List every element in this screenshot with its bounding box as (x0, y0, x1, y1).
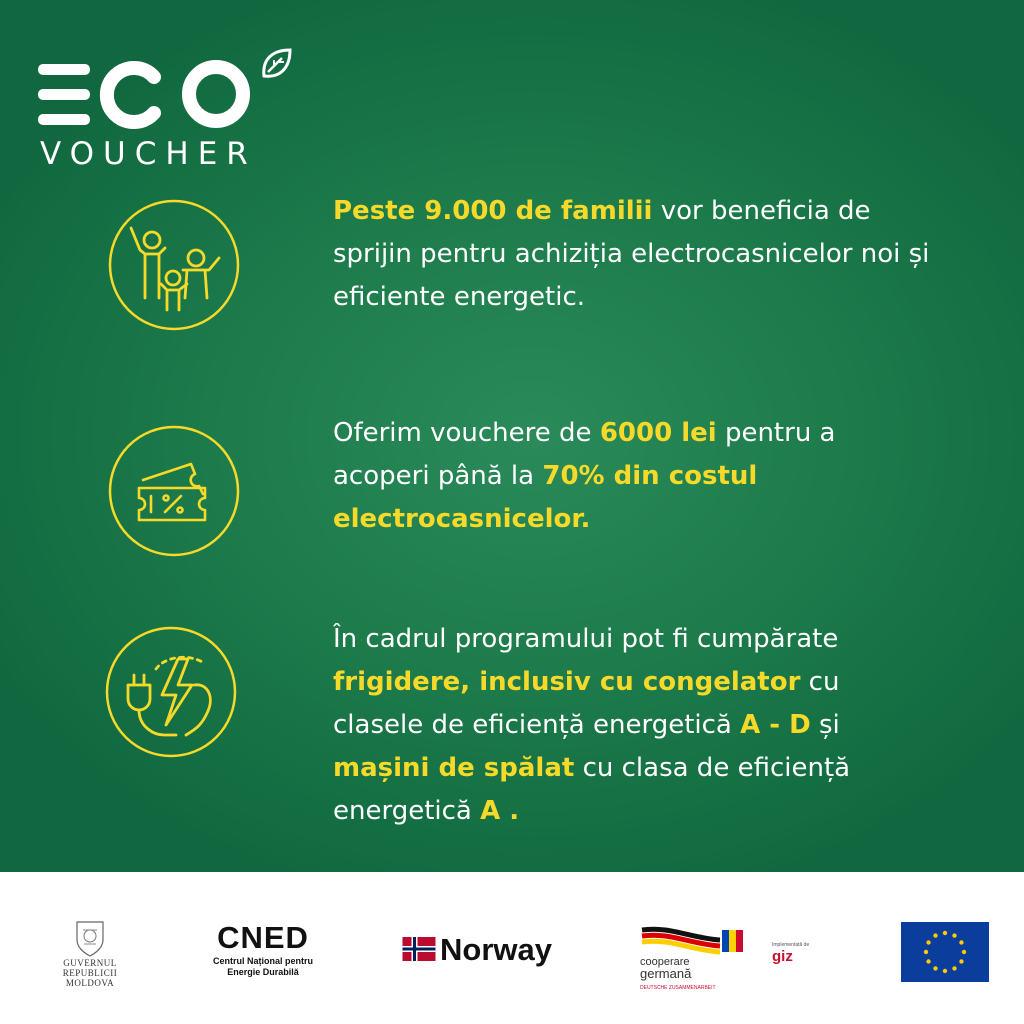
partners-footer (0, 872, 1024, 1024)
germany-moldova-ribbon-icon (640, 924, 744, 956)
leaf-icon (256, 44, 296, 84)
paragraph-families (333, 190, 933, 319)
norway-flag-icon (402, 937, 436, 961)
coop-line3: DEUTSCHE ZUSAMMENARBEIT (640, 985, 716, 991)
highlight-fridges: frigidere, inclusiv cu congelator (333, 667, 801, 697)
eco-wordmark (36, 44, 266, 134)
cned-logo (208, 920, 318, 978)
highlight-class-a: A . (480, 796, 520, 826)
norway-logo (402, 932, 572, 972)
eu-star (926, 959, 930, 963)
family-icon (107, 198, 241, 332)
eu-star (933, 966, 937, 970)
moldova-coat-of-arms-icon (73, 918, 107, 958)
eu-star (959, 940, 963, 944)
eu-star (952, 933, 956, 937)
voucher-percent-icon (107, 424, 241, 558)
energy-plug-icon (104, 625, 238, 759)
text-voucher-2: pentru a acoperi până la (333, 418, 836, 491)
eu-star (926, 940, 930, 944)
eu-star (933, 933, 937, 937)
eco-text: ECO (36, 44, 39, 45)
text-program-1: În cadrul programului pot fi cumpărate (333, 624, 839, 654)
paragraph-voucher (333, 412, 933, 541)
cned-name: CNED (217, 920, 309, 955)
coop-line2: germană (640, 966, 692, 981)
voucher-text: VOUCHER (40, 136, 257, 172)
eu-star (952, 966, 956, 970)
giz-logo (772, 942, 842, 982)
eu-star (959, 959, 963, 963)
giz-caption: Implementată de (772, 942, 810, 948)
text-program-4: cu clasa de eficiență energetică (333, 753, 851, 826)
highlight-families: Peste 9.000 de familii (333, 196, 653, 226)
paragraph-program (333, 618, 933, 833)
text-families-rest: vor beneficia de sprijin pentru achiziția electrocasnicelor noi și eficiente energetic. (333, 196, 930, 312)
guvernul-line1: GUVERNUL (63, 958, 117, 968)
eu-star (943, 931, 947, 935)
cned-sub-line2: Energie Durabilă (227, 967, 299, 977)
cooperare-germana-logo (640, 924, 750, 991)
eco-voucher-logo (36, 44, 296, 174)
cned-sub-line1: Centrul Național pentru (212, 956, 313, 966)
coop-line1: cooperare (640, 956, 690, 968)
eu-star (962, 950, 966, 954)
norway-text: Norway (440, 932, 552, 967)
highlight-percent: 70% din costul electrocasnicelor. (333, 461, 758, 534)
eu-flag-icon (901, 922, 989, 982)
highlight-amount: 6000 lei (599, 418, 717, 448)
highlight-class-ad: A - D (740, 710, 811, 740)
text-program-2: cu clasele de eficiență energetică (333, 667, 840, 740)
guvernul-line2: REPUBLICII MOLDOVA (62, 968, 118, 988)
text-program-3: și (810, 710, 840, 740)
text-voucher-1: Oferim vouchere de (333, 418, 600, 448)
guvernul-logo (40, 918, 140, 988)
eu-star (943, 969, 947, 973)
giz-text: giz (772, 948, 793, 965)
highlight-washers: mașini de spălat (333, 753, 575, 783)
eu-star (924, 950, 928, 954)
